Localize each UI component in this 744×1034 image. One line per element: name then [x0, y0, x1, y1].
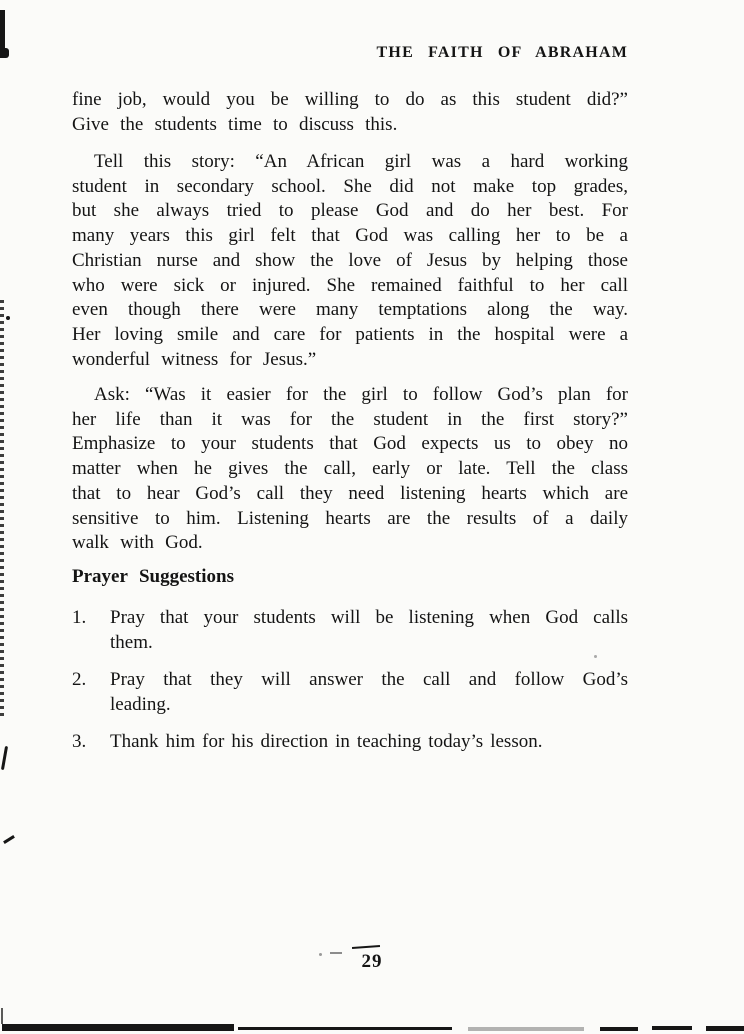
text-line: Pray that your students will be listening when God calls [110, 607, 628, 628]
scan-artifact-edge-speckle [0, 300, 4, 720]
text-line: many years this girl felt that God was calling her to be a [72, 225, 628, 247]
scan-artifact-smudge-dash [352, 945, 380, 949]
text-line: Tell this story: “An African girl was a hard working [94, 151, 628, 172]
text-line: student in secondary school. She did not make top grades, [72, 175, 628, 197]
scan-artifact-bottom-bar [238, 1027, 452, 1030]
text-line: fine job, would you be willing to do as this student did?” [72, 89, 628, 110]
scan-artifact-smudge-dot [319, 953, 322, 956]
list-item-text [110, 668, 628, 717]
list-item-text [110, 606, 628, 655]
text-line: Ask: “Was it easier for the girl to follow God’s plan for [94, 384, 628, 405]
text-line: Give the students time to discuss this. [72, 113, 398, 135]
text-line: her life than it was for the student in the first story?” [72, 408, 628, 430]
text-line: sensitive to him. Listening hearts are the results of a daily [72, 507, 628, 529]
list-item-text [110, 730, 628, 755]
paragraph-story [72, 150, 628, 372]
text-line: Christian nurse and show the love of Jesus by helping those [72, 249, 628, 271]
scan-artifact-bottom-bar [600, 1027, 638, 1031]
list-number: 2. [72, 669, 87, 690]
scan-artifact-corner-mark [0, 48, 9, 58]
paragraph-intro [72, 88, 628, 137]
scan-artifact-bottom-bar [652, 1026, 692, 1030]
prayer-list-item-1 [72, 606, 628, 655]
prayer-list-item-3 [72, 730, 628, 755]
scan-artifact-tick-mark [3, 835, 15, 844]
running-header: THE FAITH OF ABRAHAM [376, 44, 628, 61]
text-line: Pray that they will answer the call and follow God’s [110, 669, 628, 690]
text-line: Her loving smile and care for patients in the hospital were a [72, 323, 628, 345]
text-line: Emphasize to your students that God expects us to obey no [72, 433, 628, 455]
text-line: wonderful witness for Jesus.” [72, 348, 317, 370]
scan-artifact-bottom-bar [706, 1026, 744, 1031]
text-line: Thank him for his direction in teaching today’s lesson. [110, 731, 543, 752]
scan-artifact-bottom-tick [1, 1008, 3, 1024]
page-number: 29 [361, 951, 383, 972]
scan-artifact-smudge-dash [330, 952, 342, 954]
scan-artifact-curl-mark [1, 746, 8, 770]
list-number: 1. [72, 607, 87, 628]
scan-artifact-faint-dot [594, 655, 597, 658]
prayer-list-item-2 [72, 668, 628, 717]
text-line: matter when he gives the call, early or late. Tell the class [72, 458, 628, 480]
scan-artifact-bottom-bar [2, 1024, 234, 1031]
text-line: them. [110, 631, 153, 653]
text-line: walk with God. [72, 532, 203, 554]
scan-artifact-bottom-smudge [468, 1027, 584, 1031]
scan-artifact-dot [6, 316, 10, 320]
text-line: but she always tried to please God and do her best. For [72, 200, 628, 222]
text-line: who were sick or injured. She remained faithful to her call [72, 274, 628, 296]
text-line: leading. [110, 693, 171, 715]
paragraph-ask [72, 383, 628, 556]
text-line: that to hear God’s call they need listening hearts which are [72, 482, 628, 504]
text-line: even though there were many temptations along the way. [72, 299, 628, 321]
section-heading-prayer-suggestions: Prayer Suggestions [72, 566, 234, 587]
list-number: 3. [72, 731, 87, 752]
